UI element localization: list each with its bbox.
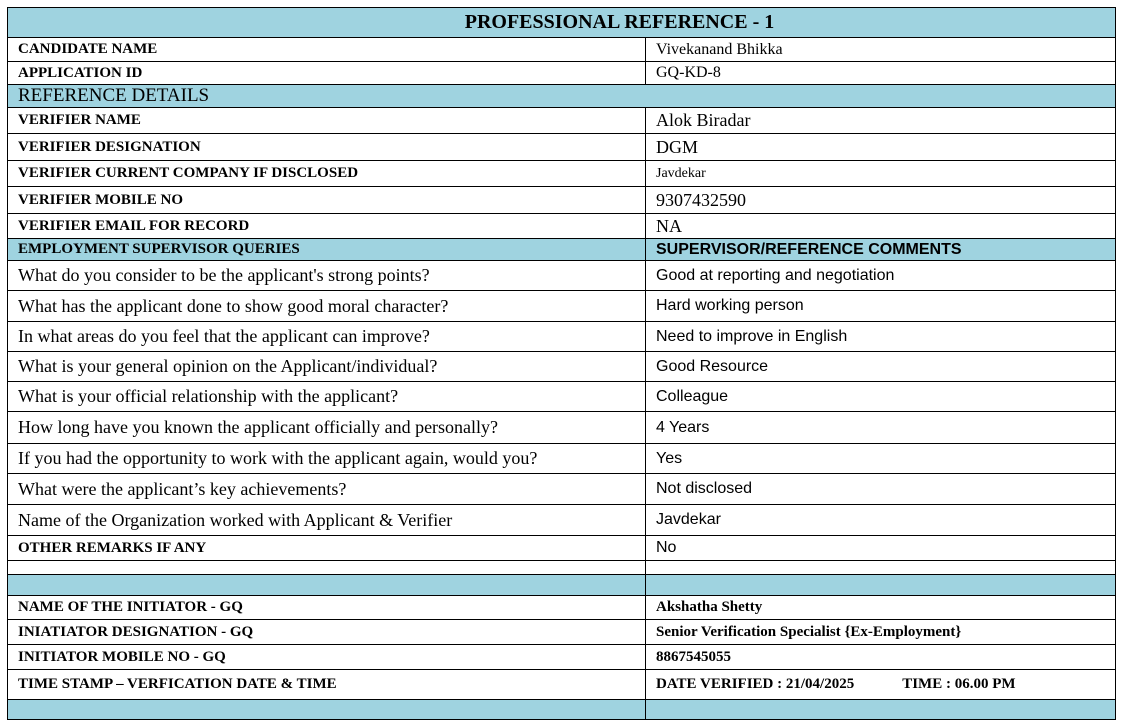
- query-answer: Need to improve in English: [646, 322, 1116, 352]
- initiator-designation-label: INIATIATOR DESIGNATION - GQ: [8, 620, 646, 645]
- query-question: What do you consider to be the applicant's strong points?: [8, 261, 646, 291]
- initiator-mobile-row: [8, 645, 1116, 670]
- query-answer: Not disclosed: [646, 474, 1116, 505]
- other-remarks-row: [8, 536, 1116, 561]
- spacer-row: [8, 561, 1116, 575]
- title-row: [8, 8, 1116, 38]
- query-answer: Good Resource: [646, 352, 1116, 382]
- verifier-mobile-label: VERIFIER MOBILE NO: [8, 187, 646, 214]
- query-row: [8, 382, 1116, 412]
- footer-band-cell: [8, 700, 646, 720]
- query-row: [8, 352, 1116, 382]
- divider-band-cell: [8, 575, 646, 596]
- verifier-email-value: NA: [646, 214, 1116, 239]
- other-remarks-value: No: [646, 536, 1116, 561]
- query-row: [8, 444, 1116, 474]
- timestamp-row: [8, 670, 1116, 700]
- verifier-company-label: VERIFIER CURRENT COMPANY IF DISCLOSED: [8, 161, 646, 187]
- query-answer: Colleague: [646, 382, 1116, 412]
- query-answer: Good at reporting and negotiation: [646, 261, 1116, 291]
- application-id-label: APPLICATION ID: [8, 62, 646, 85]
- footer-band: [8, 700, 1116, 720]
- candidate-name-label: CANDIDATE NAME: [8, 38, 646, 62]
- query-answer: Hard working person: [646, 291, 1116, 322]
- initiator-designation-row: [8, 620, 1116, 645]
- query-question: How long have you known the applicant officially and personally?: [8, 412, 646, 444]
- reference-row: [8, 187, 1116, 214]
- queries-header-row: [8, 239, 1116, 261]
- spacer-cell: [8, 561, 646, 575]
- query-row: [8, 322, 1116, 352]
- page-title: PROFESSIONAL REFERENCE - 1: [8, 8, 1116, 38]
- verifier-email-label: VERIFIER EMAIL FOR RECORD: [8, 214, 646, 239]
- application-id-value: GQ-KD-8: [646, 62, 1116, 85]
- query-question: What were the applicant’s key achievements?: [8, 474, 646, 505]
- verifier-designation-value: DGM: [646, 134, 1116, 161]
- spacer-cell: [646, 561, 1116, 575]
- initiator-mobile-value: 8867545055: [646, 645, 1116, 670]
- query-row: [8, 505, 1116, 536]
- divider-band: [8, 575, 1116, 596]
- query-row: [8, 291, 1116, 322]
- candidate-name-row: [8, 38, 1116, 62]
- query-answer: Javdekar: [646, 505, 1116, 536]
- verifier-designation-label: VERIFIER DESIGNATION: [8, 134, 646, 161]
- divider-band-cell: [646, 575, 1116, 596]
- reference-row: [8, 134, 1116, 161]
- query-question: In what areas do you feel that the applicant can improve?: [8, 322, 646, 352]
- initiator-name-label: NAME OF THE INITIATOR - GQ: [8, 596, 646, 620]
- date-verified: DATE VERIFIED : 21/04/2025: [656, 676, 855, 692]
- query-question: What is your official relationship with the applicant?: [8, 382, 646, 412]
- verifier-name-label: VERIFIER NAME: [8, 108, 646, 134]
- time-verified: TIME : 06.00 PM: [902, 676, 1016, 692]
- other-remarks-label: OTHER REMARKS IF ANY: [8, 536, 646, 561]
- professional-reference-table: [7, 7, 1116, 720]
- query-question: Name of the Organization worked with Applicant & Verifier: [8, 505, 646, 536]
- verifier-name-value: Alok Biradar: [646, 108, 1116, 134]
- query-question: What has the applicant done to show good moral character?: [8, 291, 646, 322]
- reference-row: [8, 214, 1116, 239]
- supervisor-queries-heading: EMPLOYMENT SUPERVISOR QUERIES: [8, 239, 646, 261]
- reference-row: [8, 108, 1116, 134]
- query-answer: Yes: [646, 444, 1116, 474]
- supervisor-comments-heading: SUPERVISOR/REFERENCE COMMENTS: [646, 239, 1116, 261]
- reference-row: [8, 161, 1116, 187]
- verifier-mobile-value: 9307432590: [646, 187, 1116, 214]
- application-id-row: [8, 62, 1116, 85]
- initiator-designation-value: Senior Verification Specialist {Ex-Employment}: [646, 620, 1116, 645]
- footer-band-cell: [646, 700, 1116, 720]
- initiator-name-row: [8, 596, 1116, 620]
- query-question: What is your general opinion on the Applicant/individual?: [8, 352, 646, 382]
- timestamp-value: [646, 670, 1116, 700]
- query-row: [8, 474, 1116, 505]
- initiator-mobile-label: INITIATOR MOBILE NO - GQ: [8, 645, 646, 670]
- query-row: [8, 261, 1116, 291]
- query-question: If you had the opportunity to work with the applicant again, would you?: [8, 444, 646, 474]
- timestamp-label: TIME STAMP – VERFICATION DATE & TIME: [8, 670, 646, 700]
- initiator-name-value: Akshatha Shetty: [646, 596, 1116, 620]
- candidate-name-value: Vivekanand Bhikka: [646, 38, 1116, 62]
- reference-details-heading: REFERENCE DETAILS: [8, 85, 1116, 108]
- verifier-company-value: Javdekar: [646, 161, 1116, 187]
- reference-section-row: [8, 85, 1116, 108]
- query-answer: 4 Years: [646, 412, 1116, 444]
- query-row: [8, 412, 1116, 444]
